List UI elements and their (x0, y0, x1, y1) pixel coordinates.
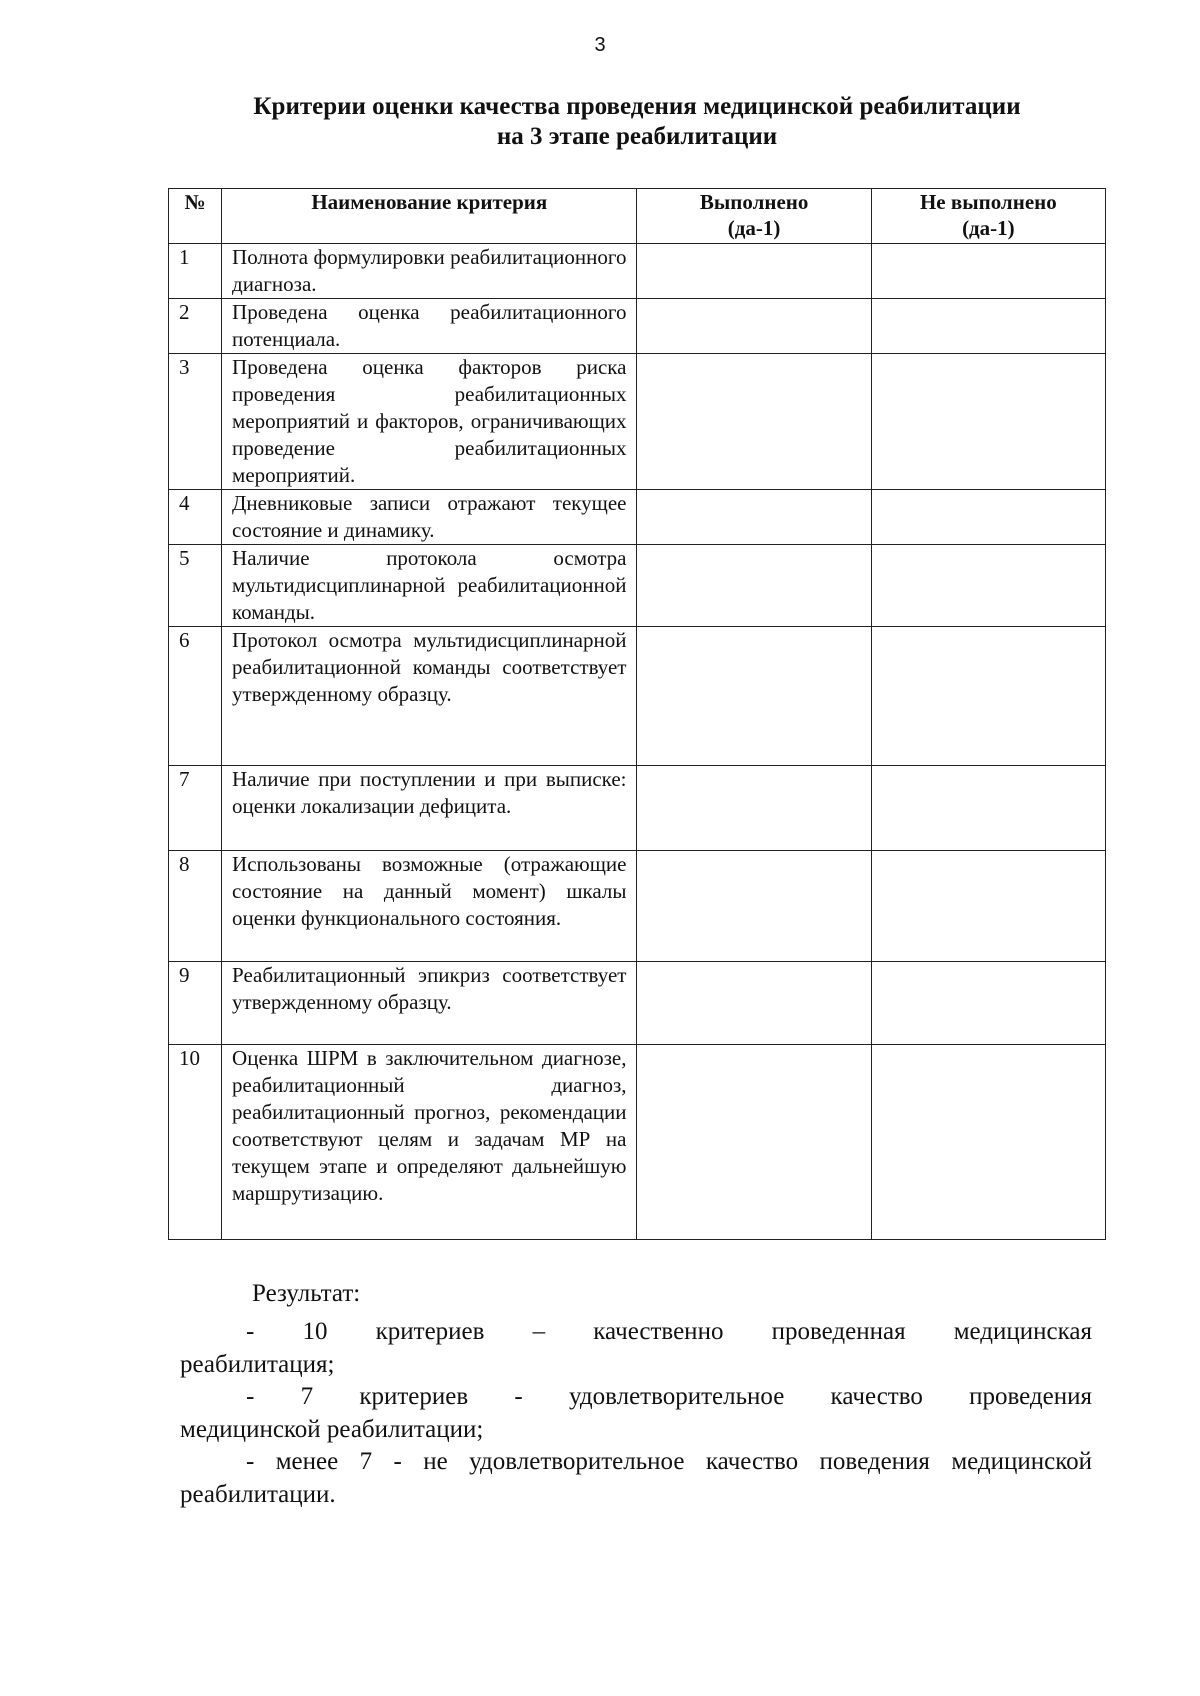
row-criterion: Реабилитационный эпикриз соответствует утвержденному образцу. (222, 962, 637, 1045)
row-criterion: Оценка ШРМ в заключительном диагнозе, реабилитационный диагноз, реабилитационный прогноз, рекомендации соответствуют целям и задачам МР на текущем этапе и определяют дальнейшую маршрутизацию. (222, 1045, 637, 1240)
row-num: 5 (169, 545, 222, 627)
result-item (180, 1316, 1092, 1348)
row-done-cell (637, 766, 871, 851)
row-num: 6 (169, 627, 222, 766)
row-notdone-cell (871, 490, 1105, 545)
table-row (169, 1045, 1106, 1240)
row-notdone-cell (871, 1045, 1105, 1240)
row-criterion: Наличие при поступлении и при выписке: оценки локализации дефицита. (222, 766, 637, 851)
row-notdone-cell (871, 354, 1105, 490)
result-item-line-1: - 7 критериев - удовлетворительное качество проведения (246, 1383, 1092, 1410)
header-notdone-line-1: Не выполнено (919, 190, 1057, 214)
row-criterion: Протокол осмотра мультидисциплинарной реабилитационной команды соответствует утвержденному образцу. (222, 627, 637, 766)
table-row (169, 299, 1106, 354)
row-done-cell (637, 299, 871, 354)
title-line-2: на 3 этапе реабилитации (496, 123, 778, 150)
row-criterion: Проведена оценка факторов риска проведения реабилитационных мероприятий и факторов, ограничивающих проведение реабилитационных мероприятий. (222, 354, 637, 490)
row-notdone-cell (871, 244, 1105, 299)
title-line-1: Критерии оценки качества проведения медицинской реабилитации (253, 93, 1021, 120)
page-number: 3 (594, 34, 606, 56)
row-done-cell (637, 1045, 871, 1240)
result-item-continuation: реабилитации. (180, 1481, 336, 1508)
result-section (180, 1278, 1092, 1511)
row-notdone-cell (871, 962, 1105, 1045)
row-done-cell (637, 354, 871, 490)
header-num: № (169, 189, 222, 244)
table-header-row (169, 189, 1106, 244)
header-name: Наименование критерия (222, 189, 637, 244)
result-item-line-1: - менее 7 - не удовлетворительное качество поведения медицинской (246, 1448, 1092, 1475)
header-done-line-2: (да-1) (727, 216, 781, 240)
row-num: 7 (169, 766, 222, 851)
document-title (168, 92, 1106, 152)
header-done-line-1: Выполнено (699, 190, 809, 214)
row-notdone-cell (871, 627, 1105, 766)
row-criterion: Полнота формулировки реабилитационного диагноза. (222, 244, 637, 299)
row-num: 8 (169, 851, 222, 962)
row-notdone-cell (871, 545, 1105, 627)
table-row (169, 244, 1106, 299)
header-notdone (871, 189, 1105, 244)
table-row (169, 766, 1106, 851)
criteria-table (168, 188, 1106, 1240)
result-label: Результат: (252, 1280, 361, 1307)
table-row (169, 354, 1106, 490)
row-criterion: Проведена оценка реабилитационного потенциала. (222, 299, 637, 354)
result-item-continuation: медицинской реабилитации; (180, 1416, 484, 1443)
result-item (180, 1446, 1092, 1478)
row-num: 10 (169, 1045, 222, 1240)
result-item (180, 1381, 1092, 1413)
header-notdone-line-2: (да-1) (962, 216, 1015, 240)
row-notdone-cell (871, 299, 1105, 354)
result-item-line-1: - 10 критериев – качественно проведенная медицинская (246, 1318, 1092, 1345)
table-row (169, 851, 1106, 962)
row-num: 9 (169, 962, 222, 1045)
row-done-cell (637, 545, 871, 627)
row-num: 3 (169, 354, 222, 490)
table-row (169, 962, 1106, 1045)
table-row (169, 545, 1106, 627)
row-done-cell (637, 244, 871, 299)
row-num: 2 (169, 299, 222, 354)
table-row (169, 490, 1106, 545)
row-notdone-cell (871, 851, 1105, 962)
header-done (637, 189, 871, 244)
row-done-cell (637, 851, 871, 962)
result-item-continuation: реабилитация; (180, 1351, 335, 1378)
row-criterion: Наличие протокола осмотра мультидисциплинарной реабилитационной команды. (222, 545, 637, 627)
row-done-cell (637, 627, 871, 766)
row-done-cell (637, 490, 871, 545)
row-criterion: Дневниковые записи отражают текущее состояние и динамику. (222, 490, 637, 545)
row-num: 4 (169, 490, 222, 545)
row-criterion: Использованы возможные (отражающие состояние на данный момент) шкалы оценки функционального состояния. (222, 851, 637, 962)
table-row (169, 627, 1106, 766)
row-done-cell (637, 962, 871, 1045)
row-num: 1 (169, 244, 222, 299)
row-notdone-cell (871, 766, 1105, 851)
